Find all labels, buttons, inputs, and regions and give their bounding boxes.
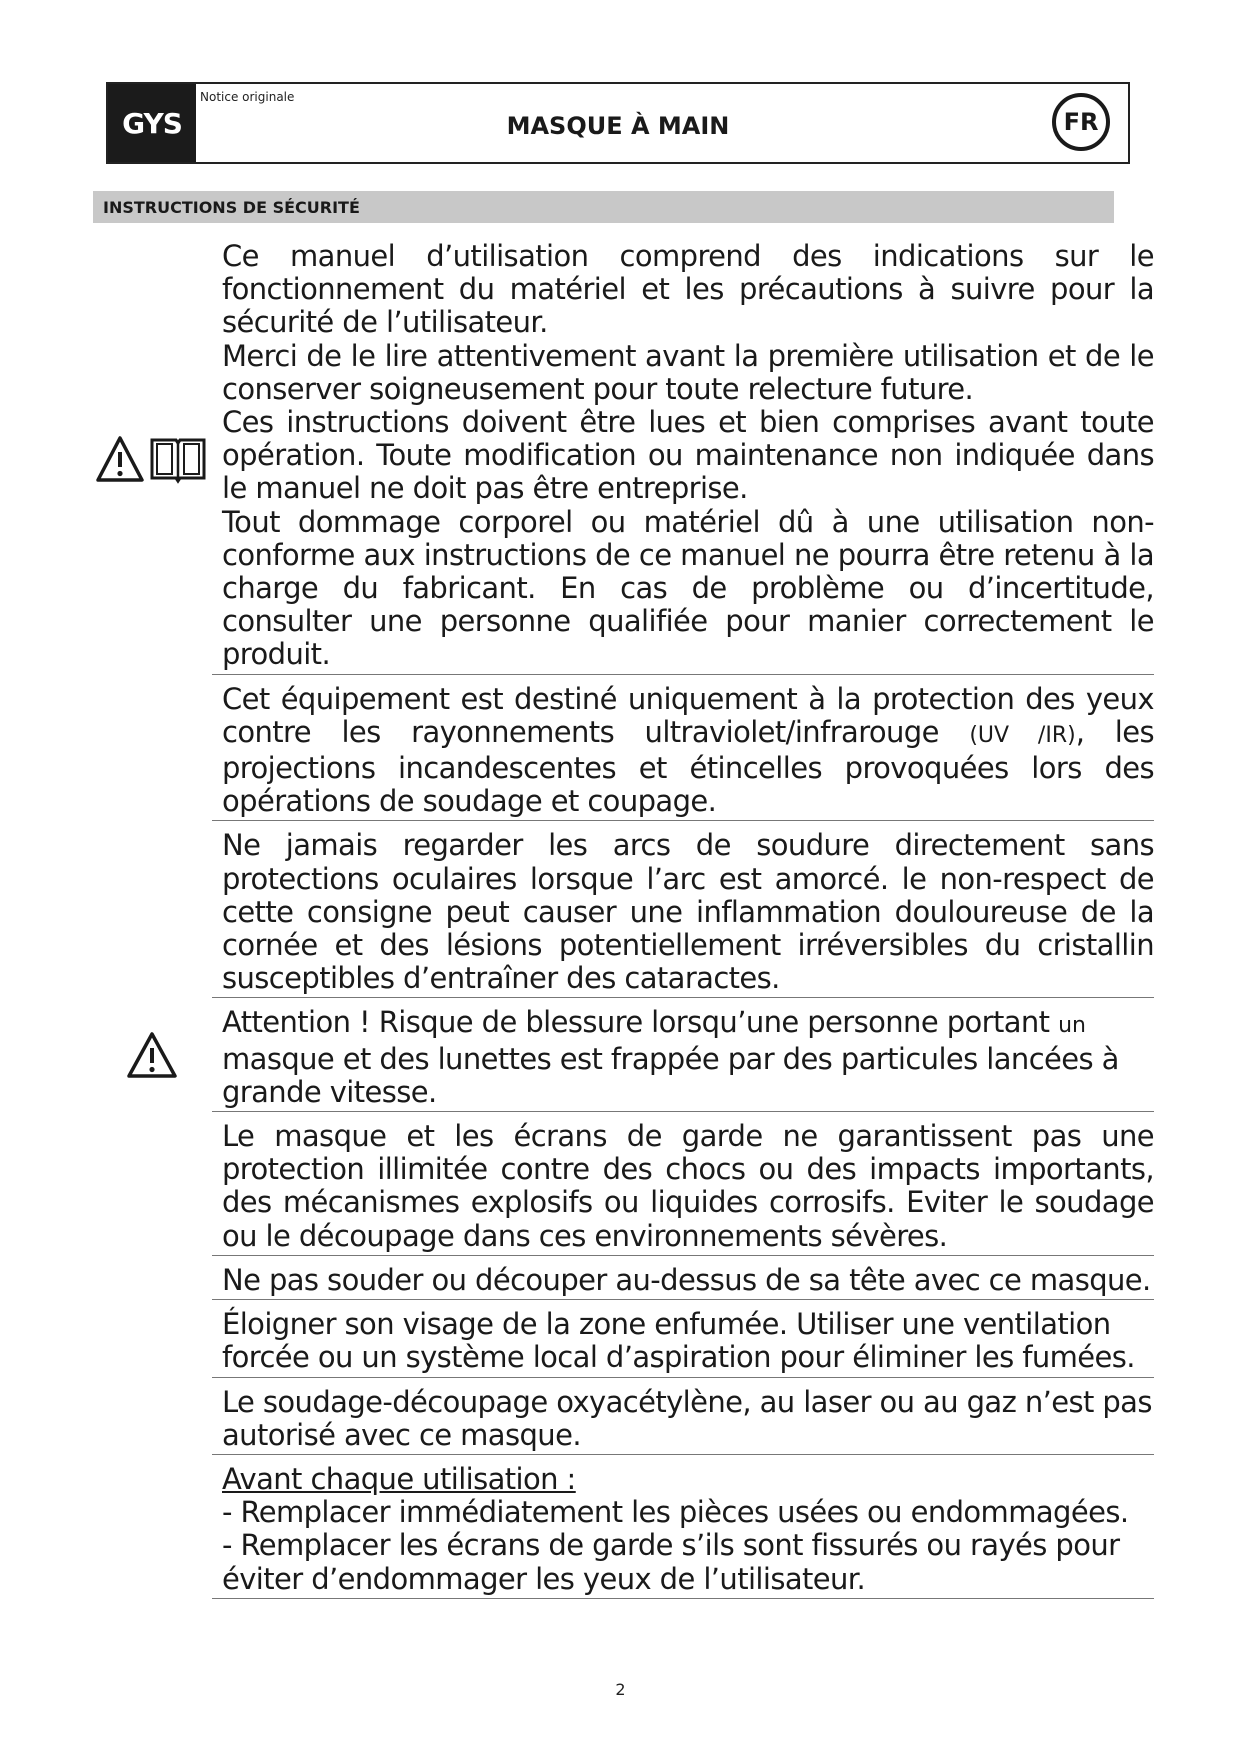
page-number: 2 [615, 1680, 626, 1699]
small-word: un [1058, 1013, 1086, 1039]
language-code: FR [1063, 108, 1099, 136]
paragraph: Ne jamais regarder les arcs de soudure directement sans protections oculaires lorsque l’arc est amorcé. le non-respect de cette consigne peut causer une inflammation douloureuse de la cornée et des lésions potentiellement irréversibles du cristallin susceptibles d’entraîner des cataractes. [222, 828, 1154, 996]
logo-text: GYS [122, 106, 182, 140]
paragraph: Ce manuel d’utilisation comprend des indications sur le fonctionnement du matériel et les précautions à suivre pour la sécurité de l’utilisateur. [222, 239, 1154, 340]
warning-icon [124, 1030, 180, 1082]
overhead-warning-block [212, 1264, 1154, 1300]
paragraph: masque et des lunettes est frappée par des particules lancées à grande vitesse. [222, 1041, 1119, 1109]
paragraph: Le soudage-découpage oxyacétylène, au laser ou au gaz n’est pas autorisé avec ce masque. [222, 1384, 1152, 1452]
paragraph: Le masque et les écrans de garde ne garantissent pas une protection illimitée contre des chocs ou des impacts importants, des mécanismes explosifs ou liquides corrosifs. Eviter le soudage ou le découpage dans ces environnements sévères. [222, 1119, 1154, 1253]
general-warning-block [212, 240, 1154, 675]
projectile-warning-block [212, 1006, 1154, 1112]
language-badge [1052, 93, 1110, 151]
notice-label: Notice originale [200, 90, 295, 104]
document-title: MASQUE À MAIN [506, 112, 730, 140]
paragraph: Ne pas souder ou découper au-dessus de sa tête avec ce masque. [222, 1262, 1151, 1297]
paragraph: , les projections incandescentes et étincelles provoquées lors des opérations de soudage et coupage. [222, 714, 1154, 819]
pre-use-checks-block [212, 1463, 1154, 1599]
paragraph: Attention ! Risque de blessure lorsqu’une personne portant [222, 1005, 1059, 1040]
oxyacetylene-warning-block [212, 1386, 1154, 1455]
intended-use-block [212, 683, 1154, 822]
paragraph: Ces instructions doivent être lues et bien comprises avant toute opération. Toute modification ou maintenance non indiquée dans le manuel ne doit pas être entreprise. [222, 405, 1154, 506]
paragraph: Éloigner son visage de la zone enfumée. Utiliser une ventilation forcée ou un système local d’aspiration pour éliminer les fumées. [222, 1307, 1135, 1375]
paragraph: Tout dommage corporel ou matériel dû à une utilisation non-conforme aux instructions de ce manuel ne pourra être retenu à la charge du fabricant. En cas de problème ou d’incertitude, consulter une personne qualifiée pour manier correctement le produit. [222, 504, 1154, 672]
section-title: INSTRUCTIONS DE SÉCURITÉ [103, 198, 360, 217]
arc-warning-block [212, 829, 1154, 998]
manual-icon [148, 434, 208, 486]
list-item: - Remplacer immédiatement les pièces usées ou endommagées. [222, 1495, 1129, 1530]
checklist-heading: Avant chaque utilisation : [222, 1461, 576, 1496]
safety-instructions [212, 240, 1241, 1599]
list-item: - Remplacer les écrans de garde s’ils sont fissurés ou rayés pour éviter d’endommager les yeux de l’utilisateur. [222, 1528, 1120, 1596]
uv-ir-label: (UV /IR) [969, 722, 1076, 748]
warning-manual-icons [94, 434, 210, 490]
header [106, 82, 1130, 164]
impact-limitation-block [212, 1120, 1154, 1256]
paragraph: Cet équipement est destiné uniquement à la protection des yeux contre les rayonnements ultraviolet/infrarouge [222, 681, 1154, 749]
fumes-warning-block [212, 1308, 1154, 1377]
section-header [93, 191, 1114, 223]
paragraph: Merci de le lire attentivement avant la première utilisation et de le conserver soigneusement pour toute relecture future. [222, 338, 1154, 406]
warning-icon-block [124, 1030, 180, 1086]
